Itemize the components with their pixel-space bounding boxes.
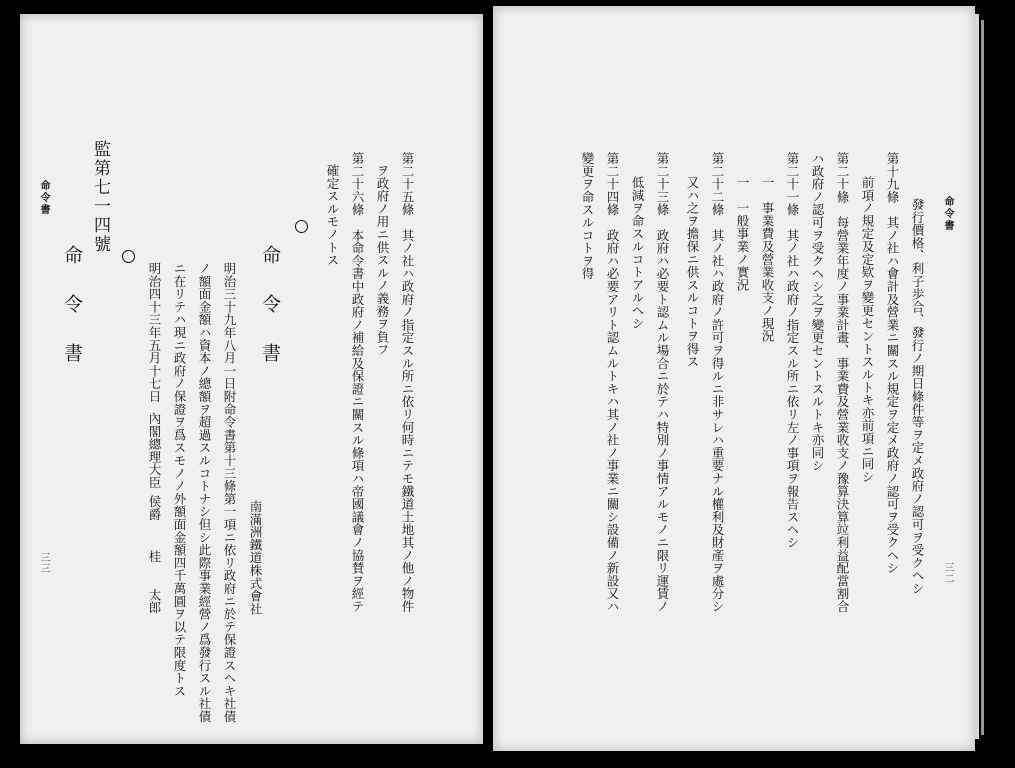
text-column-8: 一 一般事業ノ實況 (735, 176, 750, 292)
next-doc-number: 監第七一四號 (90, 140, 110, 254)
body-line-1: 明治三十九年八月一日附命令書第十三條第一項ニ依リ政府ニ於テ保證スヘキ社債 (222, 262, 237, 723)
text-column-7: 一 事業費及營業收支ノ現況 (760, 176, 775, 343)
page-edge (981, 20, 984, 735)
document-date: 明治四十三年五月十七日 (147, 262, 162, 403)
text-column-4: 第二十條 每營業年度ノ事業計畫、事業費及營業收支ノ豫算決算竝利益配當割合 (835, 152, 850, 613)
signer-rank: 侯爵 (147, 495, 162, 521)
section-title: 命令書 (259, 245, 281, 392)
article-25-line-1: 第二十五條 其ノ社ハ政府ノ指定スル所ニ依リ何時ニテモ鐵道土地其ノ他ノ物件 (400, 152, 415, 613)
text-column-10: 又ハ之ヲ擔保ニ供スルコトヲ得ス (685, 176, 700, 368)
body-line-3: ニ在リテハ現ニ政府ノ保證ヲ爲スモノノ外額面金額四千萬圓ヲ以テ限度トス (172, 262, 187, 698)
section-circle (295, 220, 308, 233)
text-column-3: 前項ノ規定及定欵ヲ變更セントスルトキ亦前項ニ同シ (860, 176, 875, 484)
separator-circle (122, 250, 135, 263)
left-page-number: 三三 (38, 552, 49, 574)
text-column-11: 第二十三條 政府ハ必要ト認ムル場合ニ於テハ特別ノ事情アルモノニ限リ運賃ノ (655, 152, 670, 613)
text-column-14: 變更ヲ命スルコトヲ得 (580, 152, 595, 280)
article-26-line-1: 第二十六條 本命令書中政府ノ補給及保證ニ關スル條項ハ帝國議會ノ協賛ヲ經テ (350, 152, 365, 613)
text-column-9: 第二十二條 其ノ社ハ政府ノ許可ヲ得ルニ非サレハ重要ナル權利及財產ヲ處分シ (710, 152, 725, 613)
body-line-2: ノ額面金額ハ資本ノ總額ヲ超過スルコトナシ但シ此際事業經營ノ爲發行スル社債 (197, 262, 212, 723)
signer-name: 桂 太郎 (147, 550, 162, 614)
article-25-line-2: ヲ政府ノ用ニ供スルノ義務ヲ負フ (375, 164, 390, 356)
company-name: 南滿洲鐵道株式會社 (248, 500, 263, 616)
text-column-2: 第十九條 其ノ社ハ會計及營業ニ關スル規定ヲ定メ政府ノ認可ヲ受クヘシ (885, 152, 900, 575)
text-column-12: 低減ヲ命スルコトアルヘシ (630, 176, 645, 330)
page-edge (975, 14, 979, 739)
text-column-6: 第二十一條 其ノ社ハ政府ノ指定スル所ニ依リ左ノ事項ヲ報告スヘシ (785, 152, 800, 549)
article-26-line-2: 確定スルモノトス (325, 164, 340, 267)
text-column-1: 發行價格、利子歩合、發行ノ期日條件等ヲ定メ政府ノ認可ヲ受クヘシ (910, 198, 925, 595)
left-page-header: 命令書 (38, 180, 49, 216)
next-doc-title: 命令書 (61, 245, 83, 392)
text-column-13: 第二十四條 政府ハ必要アリト認ムルトキハ其ノ社ノ事業ニ關シ設備ノ新設又ハ (605, 152, 620, 613)
text-column-5: ハ政府ノ認可ヲ受クヘシ之ヲ變更セントスルトキ亦同シ (810, 152, 825, 472)
right-page (493, 6, 975, 751)
signer-title: 內閣總理大臣 (147, 412, 162, 489)
right-page-number: 三二 (942, 562, 953, 584)
right-page-header: 命令書 (942, 196, 953, 232)
